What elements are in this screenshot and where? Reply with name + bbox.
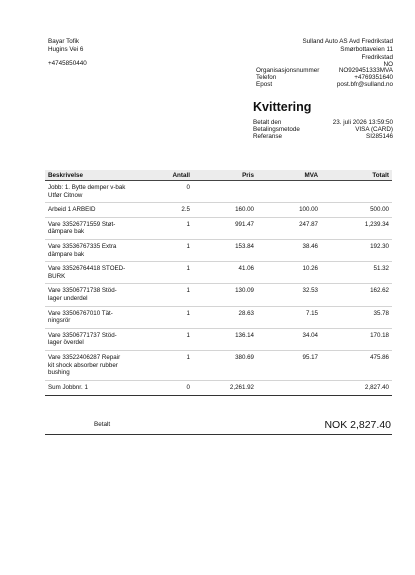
table-row bbox=[45, 306, 392, 328]
reference-value: SI285146 bbox=[366, 133, 393, 140]
table-row bbox=[45, 239, 392, 261]
col-header-total: Totalt bbox=[321, 170, 392, 181]
phone-label: Telefon bbox=[256, 74, 277, 81]
cell-total: 162.62 bbox=[321, 284, 392, 306]
cell-vat: 7.15 bbox=[257, 306, 321, 328]
cell-description: Vare 33506771738 Stöd-lager underdel bbox=[45, 284, 129, 306]
cell-price: 991.47 bbox=[193, 217, 257, 239]
cell-total: 51.32 bbox=[321, 262, 392, 284]
cell-quantity: 2.5 bbox=[129, 203, 193, 218]
table-row bbox=[45, 350, 392, 380]
org-number-value: NO929451333MVA bbox=[338, 67, 393, 74]
cell-vat: 32.53 bbox=[257, 284, 321, 306]
cell-description: Vare 33536767335 Extra dämpare bak bbox=[45, 239, 129, 261]
footer-divider bbox=[45, 434, 392, 435]
customer-address: Hugins Vei 6 bbox=[48, 46, 84, 53]
payment-method-label: Betalingsmetode bbox=[253, 126, 300, 133]
total-amount: NOK 2,827.40 bbox=[324, 419, 391, 431]
org-number-label: Organisasjonsnummer bbox=[256, 67, 320, 74]
cell-vat: 34.04 bbox=[257, 328, 321, 350]
cell-price bbox=[193, 181, 257, 203]
cell-total: 35.78 bbox=[321, 306, 392, 328]
company-city: Fredrikstad bbox=[361, 54, 393, 61]
col-header-description: Beskrivelse bbox=[45, 170, 129, 181]
cell-quantity: 1 bbox=[129, 350, 193, 380]
paid-label: Betalt bbox=[94, 421, 111, 428]
table-row bbox=[45, 328, 392, 350]
cell-price: 28.63 bbox=[193, 306, 257, 328]
cell-price: 153.84 bbox=[193, 239, 257, 261]
table-row-sum bbox=[45, 380, 392, 396]
cell-total: 2,827.40 bbox=[321, 380, 392, 396]
table-row bbox=[45, 262, 392, 284]
cell-vat: 247.87 bbox=[257, 217, 321, 239]
cell-total: 1,239.34 bbox=[321, 217, 392, 239]
cell-description: Vare 33506771737 Stöd-lager överdel bbox=[45, 328, 129, 350]
cell-quantity: 1 bbox=[129, 284, 193, 306]
cell-description: Vare 33526764418 STOED-BURK bbox=[45, 262, 129, 284]
cell-price: 130.09 bbox=[193, 284, 257, 306]
cell-description: Vare 33522406287 Repair kit shock absorber rubber bushing bbox=[45, 350, 129, 380]
cell-total: 475.86 bbox=[321, 350, 392, 380]
email-value: post.bfr@sulland.no bbox=[336, 81, 393, 88]
col-header-vat: MVA bbox=[257, 170, 321, 181]
cell-vat bbox=[257, 181, 321, 203]
cell-quantity: 1 bbox=[129, 217, 193, 239]
phone-value: +4769351640 bbox=[354, 74, 393, 81]
payment-method-value: VISA (CARD) bbox=[355, 126, 393, 133]
col-header-price: Pris bbox=[193, 170, 257, 181]
cell-quantity: 0 bbox=[129, 181, 193, 203]
cell-total: 500.00 bbox=[321, 203, 392, 218]
page-title: Kvittering bbox=[253, 100, 312, 114]
cell-description: Vare 33506767010 Tät-ningsrör bbox=[45, 306, 129, 328]
table-row bbox=[45, 217, 392, 239]
company-street: Smørbottaveien 11 bbox=[340, 46, 393, 53]
cell-vat: 38.46 bbox=[257, 239, 321, 261]
cell-description: Arbeid 1 ARBEID bbox=[45, 203, 129, 218]
cell-vat bbox=[257, 380, 321, 396]
cell-quantity: 1 bbox=[129, 328, 193, 350]
cell-quantity: 1 bbox=[129, 239, 193, 261]
cell-price: 160.00 bbox=[193, 203, 257, 218]
customer-phone: +4745850440 bbox=[48, 60, 87, 67]
cell-price: 380.69 bbox=[193, 350, 257, 380]
cell-total bbox=[321, 181, 392, 203]
company-name: Sulland Auto AS Avd Fredrikstad bbox=[302, 38, 393, 45]
cell-price: 2,261.92 bbox=[193, 380, 257, 396]
cell-total: 170.18 bbox=[321, 328, 392, 350]
cell-quantity: 1 bbox=[129, 306, 193, 328]
cell-vat: 95.17 bbox=[257, 350, 321, 380]
cell-price: 136.14 bbox=[193, 328, 257, 350]
cell-quantity: 0 bbox=[129, 380, 193, 396]
cell-vat: 100.00 bbox=[257, 203, 321, 218]
customer-name: Bayar Tofik bbox=[48, 38, 80, 45]
paid-date-value: 23. juli 2026 13:59:50 bbox=[332, 119, 393, 126]
cell-vat: 10.26 bbox=[257, 262, 321, 284]
cell-description: Vare 33526771559 Støt-dämpare bak bbox=[45, 217, 129, 239]
line-items-table bbox=[45, 170, 392, 396]
table-header-row bbox=[45, 170, 392, 181]
table-row bbox=[45, 284, 392, 306]
cell-quantity: 1 bbox=[129, 262, 193, 284]
cell-price: 41.06 bbox=[193, 262, 257, 284]
cell-description: Jobb: 1. Bytte demper v-bak Utfør Citnow bbox=[45, 181, 129, 203]
email-label: Epost bbox=[256, 81, 273, 88]
col-header-quantity: Antall bbox=[129, 170, 193, 181]
cell-total: 192.30 bbox=[321, 239, 392, 261]
table-row bbox=[45, 203, 392, 218]
line-items-table-wrap bbox=[45, 170, 392, 396]
reference-label: Referanse bbox=[253, 133, 283, 140]
cell-description: Sum Jobbnr. 1 bbox=[45, 380, 129, 396]
paid-date-label: Betalt den bbox=[253, 119, 282, 126]
table-row bbox=[45, 181, 392, 203]
company-country: NO bbox=[383, 61, 393, 68]
